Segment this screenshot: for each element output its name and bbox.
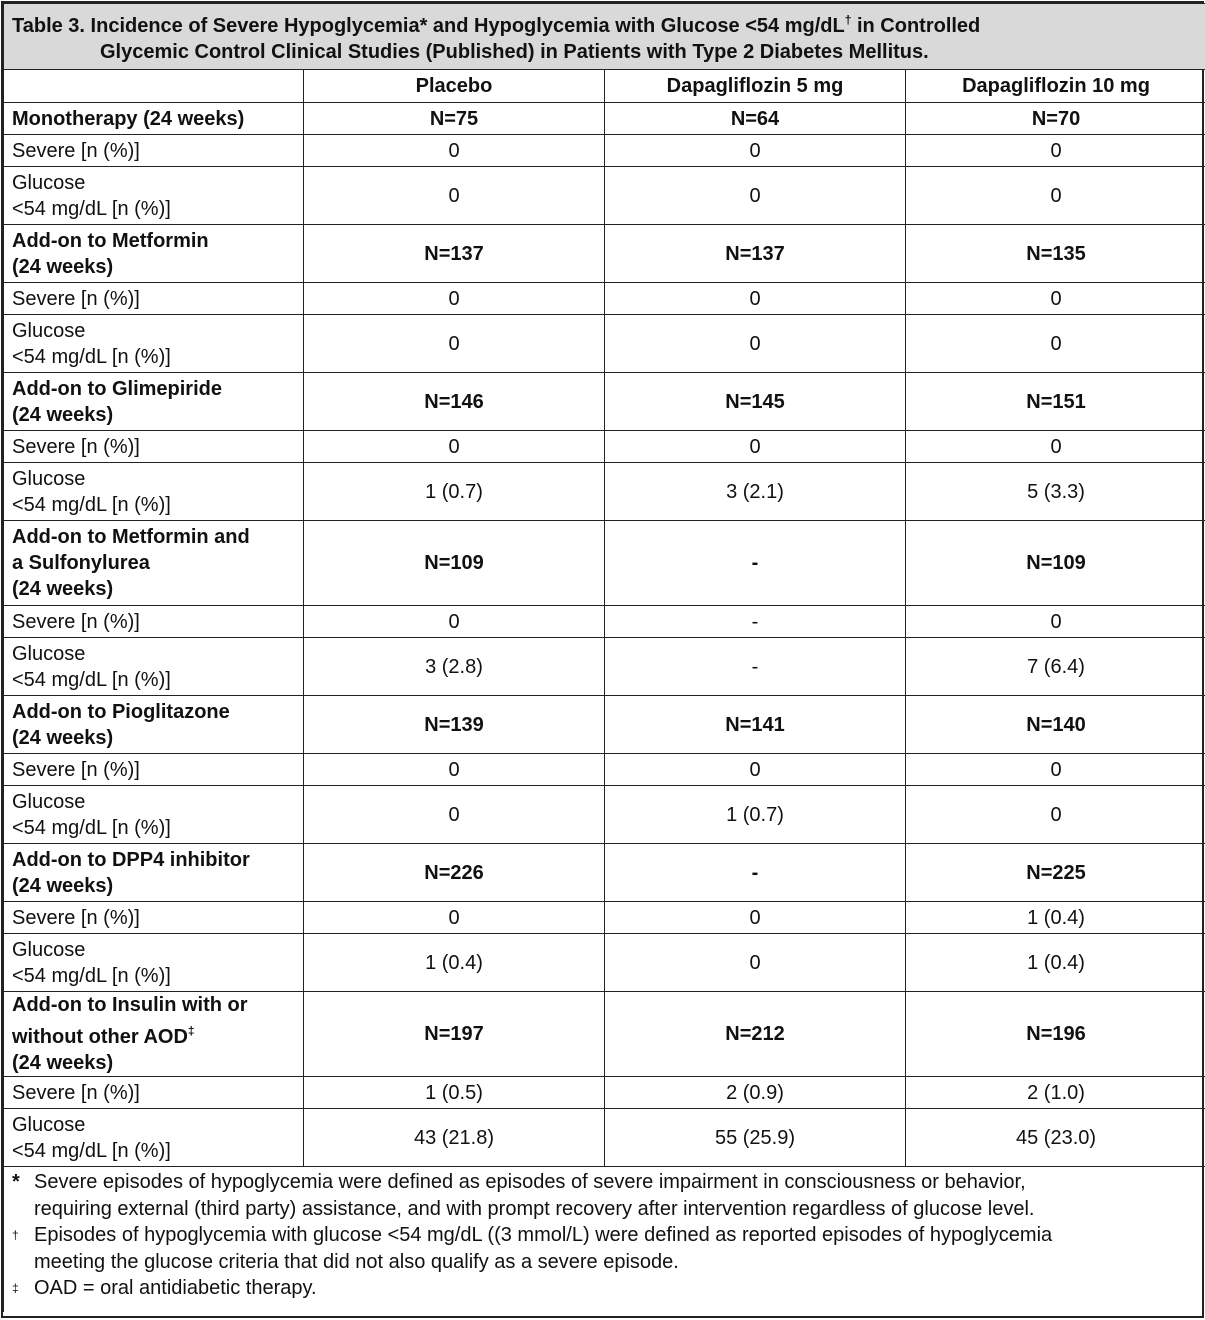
glucose-cell: 0 xyxy=(605,167,906,225)
column-header-placebo: Placebo xyxy=(304,70,605,103)
glucose-label xyxy=(4,1109,304,1167)
glucose-cell: 7 (6.4) xyxy=(906,638,1205,696)
glucose-row xyxy=(4,315,1205,373)
footnote xyxy=(12,1169,1198,1222)
glucose-row xyxy=(4,786,1205,844)
glucose-label xyxy=(4,638,304,696)
column-header-row xyxy=(4,70,1205,103)
caption-line-1: Table 3. Incidence of Severe Hypoglycemia* and Hypoglycemia with Glucose <54 mg/dL† in Controlled xyxy=(12,13,981,37)
group-n-cell: N=70 xyxy=(906,103,1205,135)
footnote-symbol: † xyxy=(12,1228,19,1242)
footnote-marker: ‡ xyxy=(187,1024,195,1038)
severe-label: Severe [n (%)] xyxy=(4,902,304,934)
footnote-line: Severe episodes of hypoglycemia were defined as episodes of severe impairment in consciousness or behavior, xyxy=(34,1171,1026,1193)
glucose-label-line: Glucose xyxy=(12,319,86,342)
group-row xyxy=(4,225,1205,283)
group-label xyxy=(4,225,304,283)
severe-cell: 0 xyxy=(906,606,1205,638)
group-label-line: Add-on to Pioglitazone xyxy=(12,700,230,723)
severe-cell: 0 xyxy=(605,135,906,167)
glucose-row xyxy=(4,463,1205,521)
glucose-cell: 0 xyxy=(906,315,1205,373)
group-n-cell: N=109 xyxy=(304,521,605,606)
glucose-cell: 0 xyxy=(304,315,605,373)
severe-label: Severe [n (%)] xyxy=(4,754,304,786)
group-row xyxy=(4,521,1205,606)
footnote-text xyxy=(34,1275,1198,1308)
severe-cell: 2 (0.9) xyxy=(605,1077,906,1109)
group-label-line: (24 weeks) xyxy=(12,1052,114,1074)
footnote-line: Episodes of hypoglycemia with glucose <54 mg/dL ((3 mmol/L) were defined as reported episodes of hypoglycemia xyxy=(34,1224,1053,1246)
severe-cell: 0 xyxy=(304,606,605,638)
caption-line-2: Glycemic Control Clinical Studies (Published) in Patients with Type 2 Diabetes Mellitus. xyxy=(100,41,929,63)
glucose-cell: 43 (21.8) xyxy=(304,1109,605,1167)
group-n-cell: N=135 xyxy=(906,225,1205,283)
group-label-line: (24 weeks) xyxy=(12,578,114,600)
glucose-label-line: <54 mg/dL [n (%)] xyxy=(12,1139,171,1162)
group-n-cell: N=64 xyxy=(605,103,906,135)
severe-row xyxy=(4,135,1205,167)
group-label-line: Monotherapy (24 weeks) xyxy=(12,107,245,130)
severe-cell: - xyxy=(605,606,906,638)
group-n-cell: N=212 xyxy=(605,992,906,1077)
glucose-label xyxy=(4,315,304,373)
severe-cell: 0 xyxy=(304,283,605,315)
group-n-cell: - xyxy=(605,521,906,606)
footnote xyxy=(12,1275,1198,1308)
group-n-cell: N=146 xyxy=(304,373,605,431)
severe-cell: 0 xyxy=(605,754,906,786)
group-label-line: a Sulfonylurea xyxy=(12,552,150,574)
severe-row xyxy=(4,606,1205,638)
glucose-cell: 1 (0.4) xyxy=(906,934,1205,992)
severe-cell: 0 xyxy=(906,283,1205,315)
severe-row xyxy=(4,431,1205,463)
group-label-line: (24 weeks) xyxy=(12,255,114,278)
glucose-cell: 5 (3.3) xyxy=(906,463,1205,521)
group-row xyxy=(4,992,1205,1077)
group-label-line: (24 weeks) xyxy=(12,874,114,897)
glucose-label-line: Glucose xyxy=(12,790,86,813)
severe-cell: 0 xyxy=(906,431,1205,463)
footnote-symbol: ‡ xyxy=(12,1281,19,1295)
glucose-label-line: <54 mg/dL [n (%)] xyxy=(12,197,171,220)
footnote-text xyxy=(34,1169,1198,1222)
severe-label: Severe [n (%)] xyxy=(4,135,304,167)
footnote-text xyxy=(34,1222,1198,1275)
glucose-cell: 0 xyxy=(304,167,605,225)
group-label xyxy=(4,992,304,1077)
glucose-row xyxy=(4,934,1205,992)
glucose-label-line: <54 mg/dL [n (%)] xyxy=(12,816,171,839)
glucose-label-line: <54 mg/dL [n (%)] xyxy=(12,493,171,516)
group-label xyxy=(4,373,304,431)
group-n-cell: N=75 xyxy=(304,103,605,135)
severe-cell: 0 xyxy=(605,431,906,463)
column-header-dapa-10mg: Dapagliflozin 10 mg xyxy=(906,70,1205,103)
severe-row xyxy=(4,1077,1205,1109)
group-n-cell: N=137 xyxy=(304,225,605,283)
severe-label: Severe [n (%)] xyxy=(4,431,304,463)
glucose-row xyxy=(4,167,1205,225)
group-n-cell: N=226 xyxy=(304,844,605,902)
severe-cell: 0 xyxy=(304,135,605,167)
group-label-line: Add-on to Metformin and xyxy=(12,526,250,548)
group-row xyxy=(4,844,1205,902)
severe-cell: 0 xyxy=(304,902,605,934)
group-label-line: (24 weeks) xyxy=(12,726,114,749)
table-caption xyxy=(4,4,1205,70)
group-n-cell: N=196 xyxy=(906,992,1205,1077)
footnote-symbol: * xyxy=(12,1171,20,1193)
group-n-cell: N=140 xyxy=(906,696,1205,754)
group-label-line: without other AOD xyxy=(12,1026,188,1048)
glucose-label-line: Glucose xyxy=(12,1113,86,1136)
glucose-cell: 45 (23.0) xyxy=(906,1109,1205,1167)
glucose-label-line: Glucose xyxy=(12,642,86,665)
glucose-cell: 0 xyxy=(906,786,1205,844)
hypoglycemia-table xyxy=(3,3,1205,1312)
severe-label: Severe [n (%)] xyxy=(4,1077,304,1109)
severe-cell: 0 xyxy=(906,135,1205,167)
group-n-cell: N=197 xyxy=(304,992,605,1077)
footnotes xyxy=(4,1167,1205,1312)
footnote-mark xyxy=(12,1169,34,1222)
severe-row xyxy=(4,283,1205,315)
glucose-cell: 0 xyxy=(304,786,605,844)
glucose-cell: 3 (2.8) xyxy=(304,638,605,696)
glucose-cell: 1 (0.7) xyxy=(605,786,906,844)
footnote-mark xyxy=(12,1275,34,1308)
glucose-label xyxy=(4,167,304,225)
group-n-cell: N=145 xyxy=(605,373,906,431)
severe-cell: 0 xyxy=(605,283,906,315)
group-label-line: Add-on to Glimepiride xyxy=(12,377,222,400)
group-label-line: Add-on to Insulin with or xyxy=(12,994,248,1016)
column-header-blank xyxy=(4,70,304,103)
glucose-label xyxy=(4,463,304,521)
group-label xyxy=(4,844,304,902)
severe-label: Severe [n (%)] xyxy=(4,283,304,315)
glucose-cell: 0 xyxy=(605,315,906,373)
group-n-cell: N=225 xyxy=(906,844,1205,902)
glucose-row xyxy=(4,638,1205,696)
severe-row xyxy=(4,902,1205,934)
group-n-cell: N=151 xyxy=(906,373,1205,431)
group-label-line: Add-on to Metformin xyxy=(12,229,209,252)
severe-cell: 1 (0.4) xyxy=(906,902,1205,934)
glucose-label-line: <54 mg/dL [n (%)] xyxy=(12,964,171,987)
table-container xyxy=(1,1,1204,1318)
table-body xyxy=(4,103,1205,1167)
glucose-label-line: Glucose xyxy=(12,938,86,961)
severe-row xyxy=(4,754,1205,786)
group-label xyxy=(4,103,304,135)
group-label xyxy=(4,696,304,754)
severe-cell: 0 xyxy=(906,754,1205,786)
glucose-cell: 0 xyxy=(605,934,906,992)
group-n-cell: N=141 xyxy=(605,696,906,754)
glucose-label-line: <54 mg/dL [n (%)] xyxy=(12,668,171,691)
severe-cell: 0 xyxy=(605,902,906,934)
group-row xyxy=(4,103,1205,135)
glucose-cell: 55 (25.9) xyxy=(605,1109,906,1167)
group-row xyxy=(4,373,1205,431)
group-n-cell: - xyxy=(605,844,906,902)
glucose-label-line: <54 mg/dL [n (%)] xyxy=(12,345,171,368)
group-row xyxy=(4,696,1205,754)
glucose-cell: 3 (2.1) xyxy=(605,463,906,521)
group-label xyxy=(4,521,304,606)
group-n-cell: N=109 xyxy=(906,521,1205,606)
group-n-cell: N=137 xyxy=(605,225,906,283)
group-label-line: (24 weeks) xyxy=(12,403,114,426)
glucose-label xyxy=(4,934,304,992)
glucose-cell: 1 (0.7) xyxy=(304,463,605,521)
footnote xyxy=(12,1222,1198,1275)
glucose-label xyxy=(4,786,304,844)
footnote-line: requiring external (third party) assistance, and with prompt recovery after intervention regardless of glucose level. xyxy=(34,1197,1035,1220)
glucose-cell: - xyxy=(605,638,906,696)
glucose-row xyxy=(4,1109,1205,1167)
glucose-cell: 1 (0.4) xyxy=(304,934,605,992)
severe-cell: 0 xyxy=(304,431,605,463)
severe-cell: 2 (1.0) xyxy=(906,1077,1205,1109)
footnote-line: meeting the glucose criteria that did not also qualify as a severe episode. xyxy=(34,1250,679,1273)
column-header-dapa-5mg: Dapagliflozin 5 mg xyxy=(605,70,906,103)
severe-cell: 1 (0.5) xyxy=(304,1077,605,1109)
glucose-label-line: Glucose xyxy=(12,467,86,490)
glucose-label-line: Glucose xyxy=(12,171,86,194)
glucose-cell: 0 xyxy=(906,167,1205,225)
severe-label: Severe [n (%)] xyxy=(4,606,304,638)
footnote-mark xyxy=(12,1222,34,1275)
group-label-line: Add-on to DPP4 inhibitor xyxy=(12,848,250,871)
group-n-cell: N=139 xyxy=(304,696,605,754)
severe-cell: 0 xyxy=(304,754,605,786)
footnote-line: OAD = oral antidiabetic therapy. xyxy=(34,1277,317,1299)
